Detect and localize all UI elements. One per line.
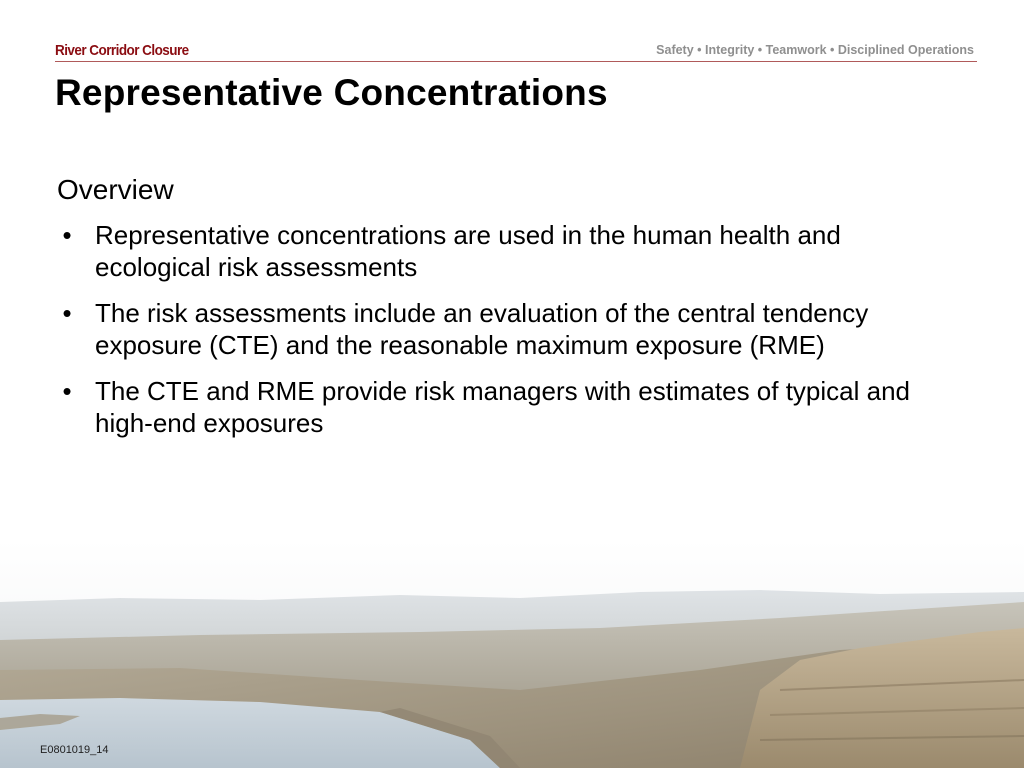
bullet-text: The CTE and RME provide risk managers with estimates of typical and high-end exposures — [95, 376, 911, 438]
header-divider — [55, 61, 977, 62]
section-heading: Overview — [57, 174, 174, 205]
slide-content — [57, 173, 947, 453]
bullet-icon: • — [62, 298, 72, 328]
tagline: Safety • Integrity • Teamwork • Disciplined Operations — [656, 43, 974, 57]
bullet-icon: • — [62, 376, 72, 406]
slide-title: Representative Concentrations — [55, 72, 608, 113]
landscape-photo — [0, 540, 1024, 768]
bullet-text: The risk assessments include an evaluation of the central tendency exposure (CTE) and the reasonable maximum exposure (RME) — [95, 298, 869, 360]
bullet-item — [57, 219, 947, 283]
bullet-icon: • — [62, 220, 72, 250]
bullet-text: Representative concentrations are used in the human health and ecological risk assessments — [95, 220, 841, 282]
bullet-list — [57, 219, 947, 439]
bullet-item — [57, 375, 947, 439]
bullet-item — [57, 297, 947, 361]
brand-name: River Corridor Closure — [55, 42, 189, 59]
document-id: E0801019_14 — [40, 744, 109, 756]
